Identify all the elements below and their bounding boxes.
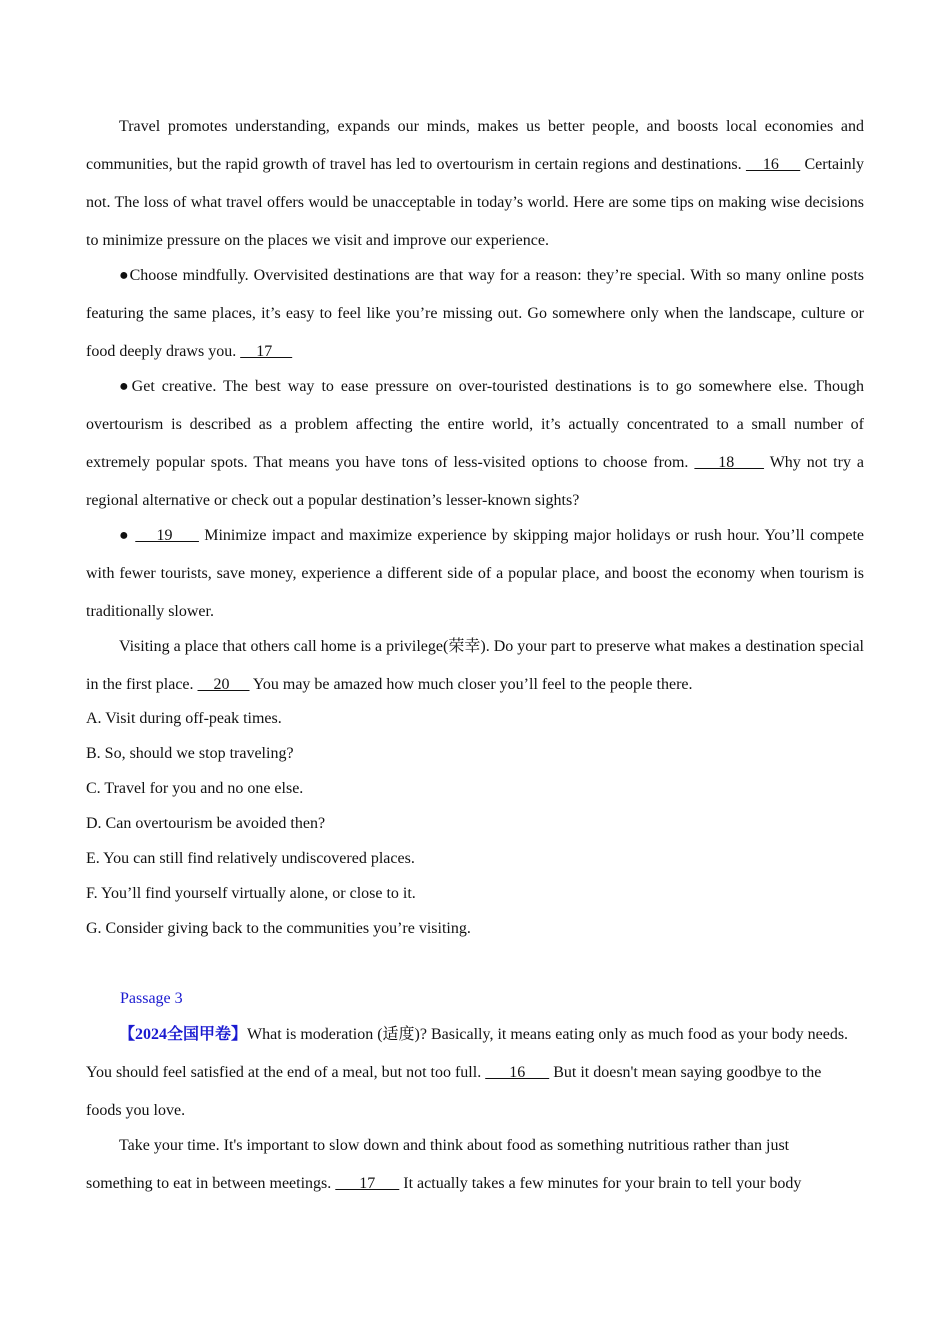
- option-a: A. Visit during off-peak times.: [86, 710, 282, 727]
- paragraph: [86, 1127, 856, 1203]
- blank-20: 20: [197, 676, 250, 693]
- passage-3: [86, 981, 864, 1203]
- options-list: [86, 701, 864, 946]
- blank-18: 18: [694, 454, 765, 471]
- paragraph: [86, 517, 864, 631]
- text: Minimize impact and maximize experience by skipping major holidays or rush hour. You’ll compete with fewer tourists, save money, experience a different side of a popular place, and boost the economy when tourism is traditionally slower.: [86, 527, 865, 620]
- option-c: C. Travel for you and no one else.: [86, 780, 304, 797]
- option-e: E. You can still find relatively undiscovered places.: [86, 850, 415, 867]
- blank-16: 16: [745, 156, 801, 173]
- passage-title: Passage 3: [120, 990, 183, 1007]
- paragraph: [86, 628, 864, 704]
- text: But it doesn't mean saying goodbye to the foods you love.: [86, 1064, 822, 1119]
- paragraph: [86, 108, 864, 260]
- text: ●Get creative. The best way to ease pressure on over-touristed destinations is to go somewhere else. Though overtourism is described as a problem affecting the entire world, it’s actually concentrated to a small number of extremely popular spots. That means you have tons of less-visited options to choose from.: [86, 378, 864, 471]
- source-label: 【2024全国甲卷】: [119, 1026, 248, 1043]
- blank-19: 19: [135, 527, 199, 544]
- passage-2: [86, 108, 864, 946]
- paragraph: [86, 1016, 856, 1130]
- text: Travel promotes understanding, expands our minds, makes us better people, and boosts local economies and communities, but the rapid growth of travel has led to overtourism in certain regions and destinations.: [86, 118, 864, 173]
- text: Visiting a place that others call home is a privilege(荣幸). Do your part to preserve what makes a destination special in the first place.: [86, 638, 864, 693]
- option-b: B. So, should we stop traveling?: [86, 745, 294, 762]
- document-page: [86, 108, 864, 1200]
- text: Why not try a regional alternative or check out a popular destination’s lesser-known sights?: [86, 454, 865, 509]
- paragraph: [86, 257, 864, 371]
- blank-17: 17: [335, 1175, 400, 1192]
- paragraph: [86, 368, 864, 520]
- blank-16: 16: [485, 1064, 550, 1081]
- text: What is moderation (适度)? Basically, it means eating only as much food as your body needs. You should feel satisfied at the end of a meal, but not too full.: [86, 1026, 849, 1081]
- option-d: D. Can overtourism be avoided then?: [86, 815, 326, 832]
- text: It actually takes a few minutes for your brain to tell your body: [399, 1175, 802, 1192]
- text: ●Choose mindfully. Overvisited destinations are that way for a reason: they’re special. With so many online posts featuring the same places, it’s easy to feel like you’re missing out. Go somewhere only when the landscape, culture or food deeply draws you.: [86, 267, 864, 360]
- text: Take your time. It's important to slow down and think about food as something nutritious rather than just something to eat in between meetings.: [86, 1137, 790, 1192]
- option-g: G. Consider giving back to the communities you’re visiting.: [86, 920, 471, 937]
- text: Certainly not. The loss of what travel offers would be unacceptable in today’s world. Here are some tips on making wise decisions to minimize pressure on the places we visit and improve our experience.: [86, 156, 865, 249]
- text: You may be amazed how much closer you’ll feel to the people there.: [249, 676, 693, 693]
- option-f: F. You’ll find yourself virtually alone, or close to it.: [86, 885, 416, 902]
- text: ●: [119, 527, 136, 544]
- blank-17: 17: [240, 343, 293, 360]
